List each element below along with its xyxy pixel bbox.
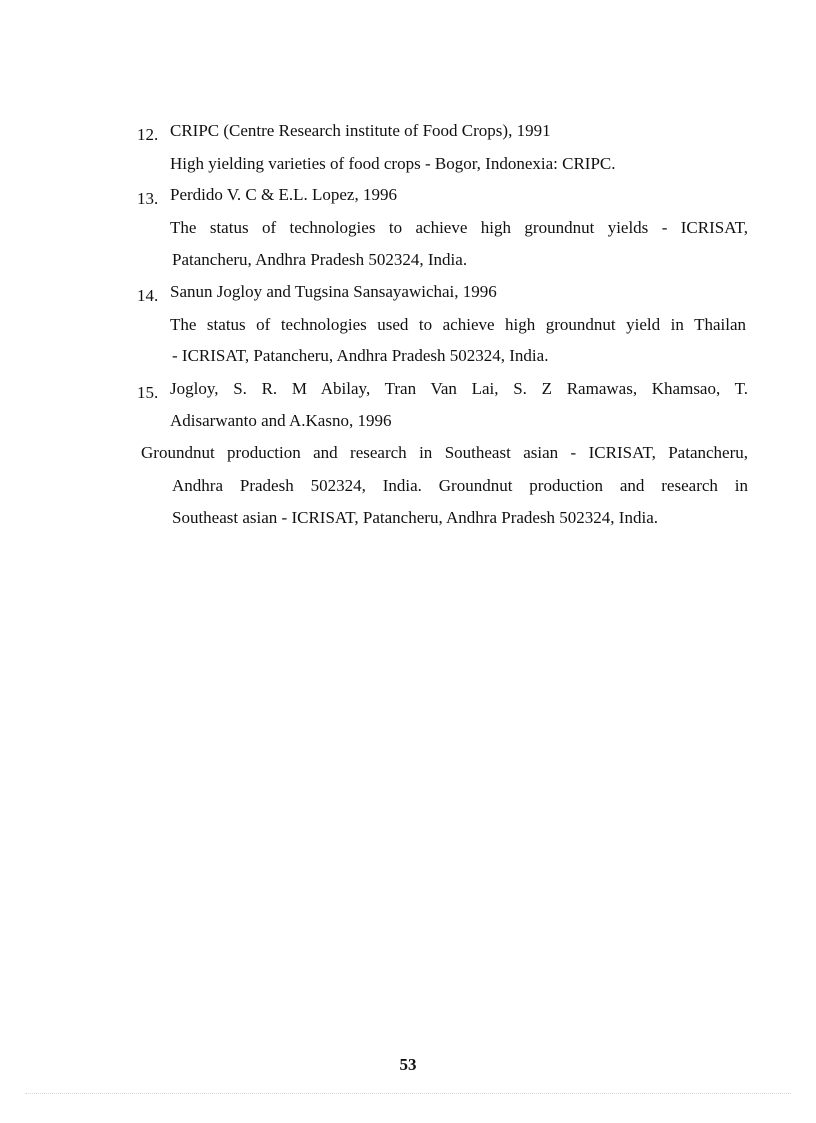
page-number: 53 — [399, 1055, 417, 1074]
reference-number: 14. — [137, 286, 159, 305]
continuation-line: Southeast asian - ICRISAT, Patancheru, Andhra Pradesh 502324, India. — [172, 508, 658, 527]
reference-line: The status of technologies used to achieve high groundnut yield in Thailan — [170, 315, 746, 334]
reference-line: Adisarwanto and A.Kasno, 1996 — [170, 411, 392, 430]
reference-line: Patancheru, Andhra Pradesh 502324, India. — [172, 250, 468, 269]
reference-line: Perdido V. C & E.L. Lopez, 1996 — [170, 185, 397, 204]
continuation-line: Andhra Pradesh 502324, India. Groundnut production and research in — [172, 476, 748, 495]
reference-number: 12. — [137, 125, 159, 144]
reference-line: Sanun Jogloy and Tugsina Sansayawichai, 1996 — [170, 282, 497, 301]
page-bottom-rule — [25, 1093, 791, 1094]
continuation-line: Groundnut production and research in Southeast asian - ICRISAT, Patancheru, — [141, 443, 748, 462]
reference-line: CRIPC (Centre Research institute of Food Crops), 1991 — [170, 121, 551, 140]
reference-number: 15. — [137, 383, 159, 402]
reference-line: - ICRISAT, Patancheru, Andhra Pradesh 502324, India. — [172, 346, 549, 365]
reference-line: High yielding varieties of food crops - Bogor, Indonexia: CRIPC. — [170, 154, 616, 173]
reference-line: The status of technologies to achieve high groundnut yields - ICRISAT, — [170, 218, 748, 237]
reference-line: Jogloy, S. R. M Abilay, Tran Van Lai, S. Z Ramawas, Khamsao, T. — [170, 379, 748, 398]
reference-number: 13. — [137, 189, 159, 208]
